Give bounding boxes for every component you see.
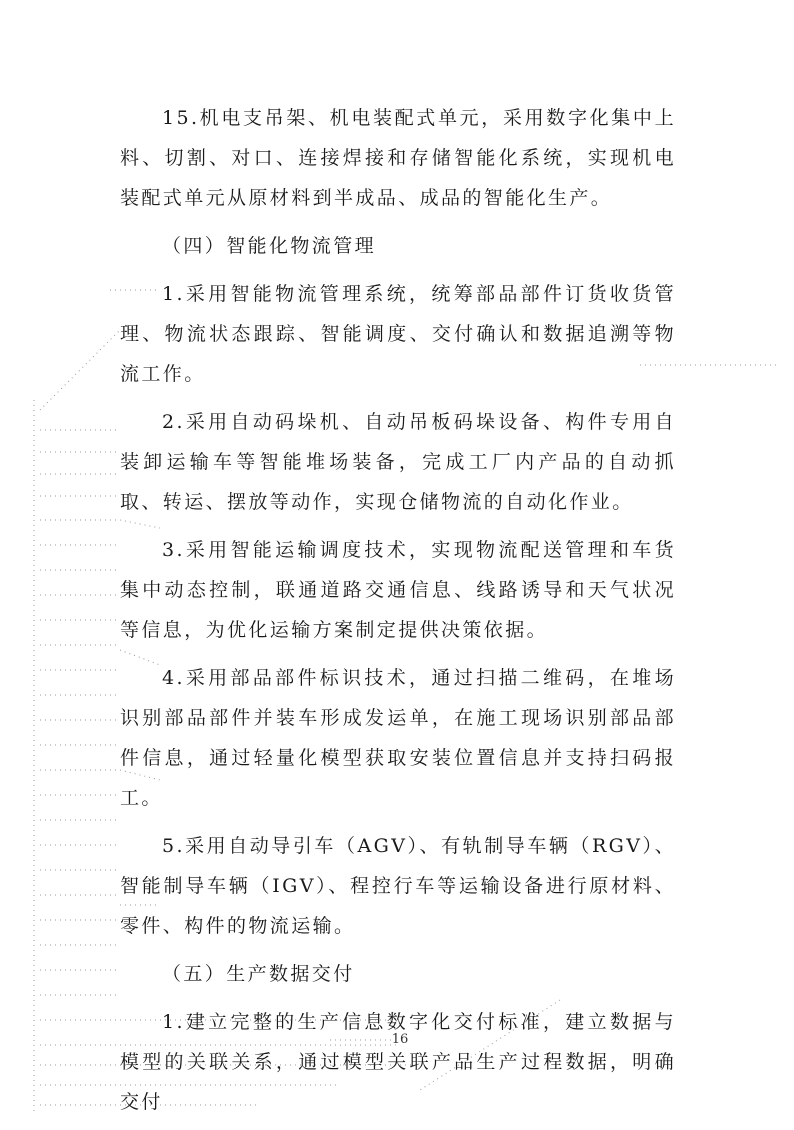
paragraph-item-3: 3.采用智能运输调度技术，实现物流配送管理和车货集中动态控制，联通道路交通信息、线路诱导和天气状况等信息，为优化运输方案制定提供决策依据。 — [120, 539, 676, 641]
paragraph-item-2: 2.采用自动码垛机、自动吊板码垛设备、构件专用自装卸运输车等智能堆场装备，完成工厂内产品的自动抓取、转运、摆放等动作，实现仓储物流的自动化作业。 — [120, 411, 676, 513]
paragraph-item-5: 5.采用自动导引车（AGV）、有轨制导车辆（RGV）、智能制导车辆（IGV）、程控行车等运输设备进行原材料、零件、构件的物流运输。 — [120, 835, 676, 937]
section-heading-data-delivery: （五）生产数据交付 — [162, 963, 355, 985]
section-heading-logistics: （四）智能化物流管理 — [162, 235, 377, 257]
paragraph-item-4: 4.采用部品部件标识技术，通过扫描二维码，在堆场识别部品部件并装车形成发运单，在施工现场识别部品部件信息，通过轻量化模型获取安装位置信息并支持扫码报工。 — [120, 667, 676, 809]
paragraph-item-15: 15.机电支吊架、机电装配式单元，采用数字化集中上料、切割、对口、连接焊接和存储智能化系统，实现机电装配式单元从原材料到半成品、成品的智能化生产。 — [120, 107, 676, 209]
paragraph-item-1: 1.采用智能物流管理系统，统筹部品部件订货收货管理、物流状态跟踪、智能调度、交付确认和数据追溯等物流工作。 — [120, 283, 676, 385]
page-number: 16 — [391, 1032, 409, 1047]
document-body — [120, 98, 676, 1130]
paragraph-item-1-delivery: 1.建立完整的生产信息数字化交付标准，建立数据与模型的关联关系，通过模型关联产品生产过程数据，明确交付 — [120, 1011, 676, 1113]
